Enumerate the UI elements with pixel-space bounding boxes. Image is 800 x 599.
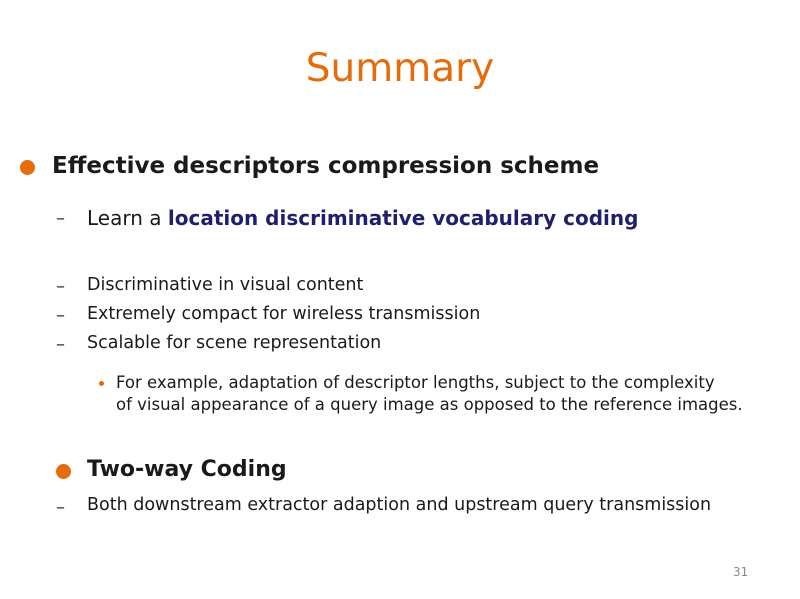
bullet1-detail-line1: For example, adaptation of descriptor lengths, subject to the complexity — [116, 373, 715, 392]
dash-icon: – — [56, 208, 65, 229]
dash-icon: – — [56, 497, 65, 518]
bullet1-item-3: Scalable for scene representation — [87, 333, 382, 353]
bullet2-item: Both downstream extractor adaption and upstream query transmission — [87, 495, 712, 515]
slide-title: Summary — [305, 46, 495, 91]
bullet-dot-icon — [20, 160, 35, 175]
dash-icon: – — [56, 276, 65, 297]
bullet2-heading: Two-way Coding — [87, 457, 287, 482]
dash-icon: – — [56, 305, 65, 326]
dash-icon: – — [56, 334, 65, 355]
bullet1-detail-line2: of visual appearance of a query image as opposed to the reference images. — [116, 395, 743, 414]
bullet-dot-icon — [56, 464, 71, 479]
page-number: 31 — [733, 565, 749, 579]
bullet1-item-2: Extremely compact for wireless transmission — [87, 304, 481, 324]
bullet1-heading: Effective descriptors compression scheme — [52, 153, 600, 179]
small-bullet-icon — [99, 381, 104, 386]
bullet1-sub1-prefix: Learn a — [87, 206, 168, 230]
bullet1-sub1-highlight: location discriminative vocabulary coding — [167, 206, 639, 230]
bullet1-item-1: Discriminative in visual content — [87, 275, 364, 295]
bullet1-sub1 — [87, 206, 638, 230]
